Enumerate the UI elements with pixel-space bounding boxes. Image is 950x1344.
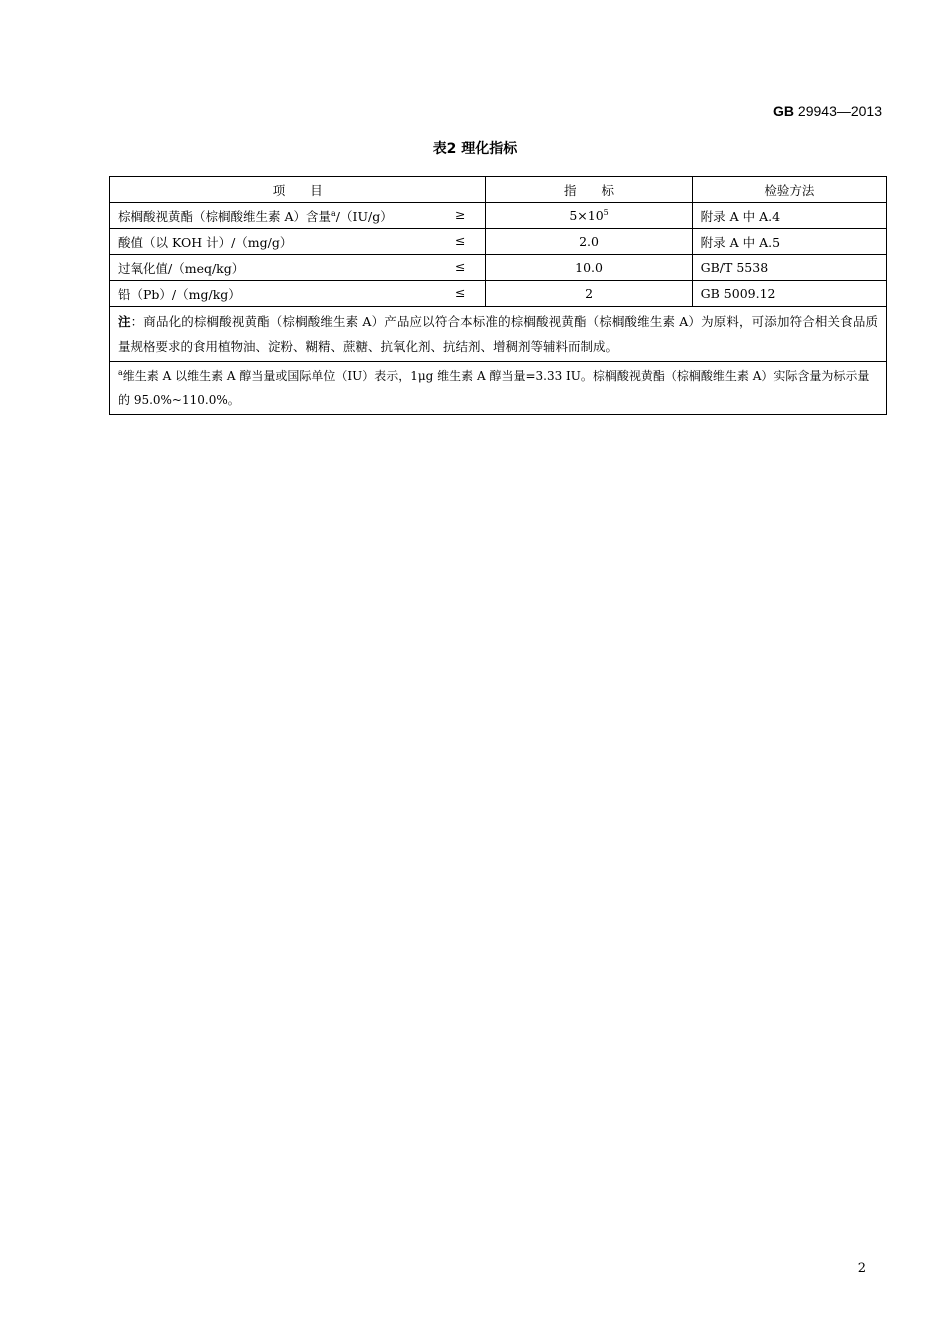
value-exponent: 5 [603,207,609,217]
row-value: 2.0 [486,229,692,255]
row-method: 附录 A 中 A.4 [692,203,886,229]
row-value: 10.0 [486,255,692,281]
row-item [110,229,486,255]
table-note [110,307,887,362]
footnote-mark: a [118,368,123,377]
header-item: 项 目 [110,177,486,203]
item-text: 酸值（以 KOH 计）/（mg/g） [118,234,293,250]
table-row [110,255,887,281]
header-index: 指 标 [486,177,692,203]
table-row [110,203,887,229]
table-header-row [110,177,887,203]
table-title: 表2 理化指标 [432,141,518,157]
page-number: 2 [857,1261,866,1276]
table-footnote [110,362,887,415]
standard-number: 29943—2013 [797,103,882,119]
footnote-text: 维生素 A 以维生素 A 醇当量或国际单位（IU）表示，1μg 维生素 A 醇当量=3.33 IU。棕榈酸视黄酯（棕榈酸维生素 A）实际含量为标示量的 95.0%~110.0%。 [118,369,870,407]
row-item [110,281,486,307]
standard-prefix: GB [773,103,795,119]
row-method: GB 5009.12 [692,281,886,307]
row-method: GB/T 5538 [692,255,886,281]
item-text: 铅（Pb）/（mg/kg） [118,286,241,302]
table-row [110,229,887,255]
table-row [110,281,887,307]
row-item [110,203,486,229]
physicochemical-table [109,176,887,415]
row-item [110,255,486,281]
row-value [486,203,692,229]
item-unit: /（IU/g） [335,208,393,224]
relation-symbol: ≥ [454,207,466,222]
item-text: 过氧化值/（meq/kg） [118,260,245,276]
note-text: ：商品化的棕榈酸视黄酯（棕榈酸维生素 A）产品应以符合本标准的棕榈酸视黄酯（棕榈酸维生素 A）为原料，可添加符合相关食品质量规格要求的食用植物油、淀粉、糊精、蔗糖、抗氧化剂、抗结剂、增稠剂等辅料而制成。 [118,314,878,354]
note-row [110,307,887,362]
note-label: 注 [118,314,131,329]
footnote-ref: a [331,208,336,218]
relation-symbol: ≤ [454,259,466,274]
header-method: 检验方法 [692,177,886,203]
item-text: 棕榈酸视黄酯（棕榈酸维生素 A）含量 [118,208,332,224]
footnote-row [110,362,887,415]
value-base: 5×10 [569,208,604,223]
row-value: 2 [486,281,692,307]
row-method: 附录 A 中 A.5 [692,229,886,255]
relation-symbol: ≤ [454,233,466,248]
standard-code [773,103,882,119]
relation-symbol: ≤ [454,285,466,300]
